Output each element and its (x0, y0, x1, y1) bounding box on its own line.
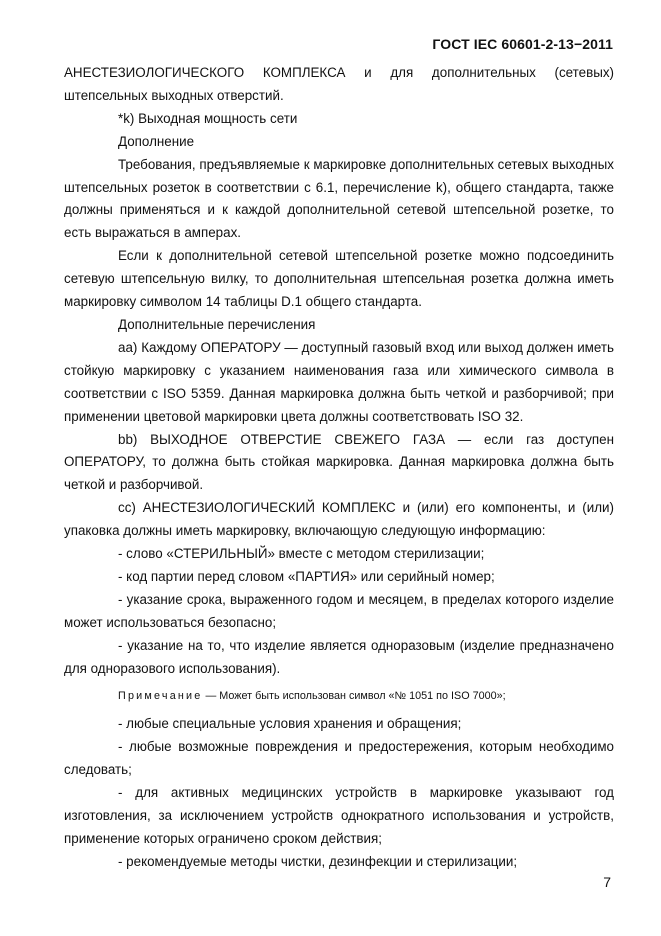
note-text: — Может быть использован символ «№ 1051 по ISO 7000»; (202, 690, 506, 703)
clause-heading-k: *k) Выходная мощность сети (118, 110, 298, 126)
list-item: - любые возможные повреждения и предостережения, которым необходимо следовать; (64, 739, 614, 778)
list-item: - указание срока, выраженного годом и месяцем, в пределах которого изделие может использоваться безопасно; (64, 591, 614, 630)
item-bb: bb) ВЫХОДНОЕ ОТВЕРСТИЕ СВЕЖЕГО ГАЗА — если газ доступен ОПЕРАТОРУ, то должна быть стойкая маркировка. Данная маркировка должна быть четкой и разборчивой. (64, 431, 614, 493)
page-number: 7 (603, 874, 611, 890)
list-item: - указание на то, что изделие является одноразовым (изделие предназначено для одноразового использования). (64, 637, 614, 676)
paragraph-plug-marking: Если к дополнительной сетевой штепсельной розетке можно подсоединить сетевую штепсельную вилку, то дополнительная штепсельная розетка должна иметь маркировку символом 14 таблицы D.1 общего стандарта. (64, 248, 614, 310)
paragraph-requirements: Требования, предъявляемые к маркировке дополнительных сетевых выходных штепсельных розеток в соответствии с 6.1, перечисление k), общего стандарта, также должны применяться и к каждой дополнительной сетевой штепсельной розетке, то есть выражаться в амперах. (64, 156, 614, 241)
addition-label: Дополнение (118, 133, 195, 149)
document-body (64, 62, 614, 874)
item-aa: aa) Каждому ОПЕРАТОРУ — доступный газовый вход или выход должен иметь стойкую маркировку с указанием наименования газа или химического символа в соответствии с ISO 5359. Данная маркировка должна быть четкой и разборчивой; при применении цветовой маркировки цвета должны соответствовать ISO 32. (64, 339, 614, 424)
document-header: ГОСТ IEC 60601-2-13−2011 (432, 36, 613, 52)
list-item: - слово «СТЕРИЛЬНЫЙ» вместе с методом стерилизации; (118, 546, 485, 562)
list-item: - код партии перед словом «ПАРТИЯ» или серийный номер; (118, 568, 495, 584)
list-item: - для активных медицинских устройств в маркировке указывают год изготовления, за исключением устройств однократного использования и устройств, применение которых ограничено сроком действия; (64, 785, 614, 846)
note (64, 687, 614, 705)
list-item: - рекомендуемые методы чистки, дезинфекции и стерилизации; (118, 853, 518, 869)
additional-items-label: Дополнительные перечисления (118, 316, 316, 332)
paragraph-continuation: АНЕСТЕЗИОЛОГИЧЕСКОГО КОМПЛЕКСА и для дополнительных (сетевых) штепсельных выходных отверстий. (64, 65, 614, 103)
item-cc: сс) АНЕСТЕЗИОЛОГИЧЕСКИЙ КОМПЛЕКС и (или) его компоненты, и (или) упаковка должны иметь маркировку, включающую следующую информацию: (64, 500, 614, 539)
list-item: - любые специальные условия хранения и обращения; (118, 716, 462, 732)
note-label: Примечание (118, 690, 203, 703)
